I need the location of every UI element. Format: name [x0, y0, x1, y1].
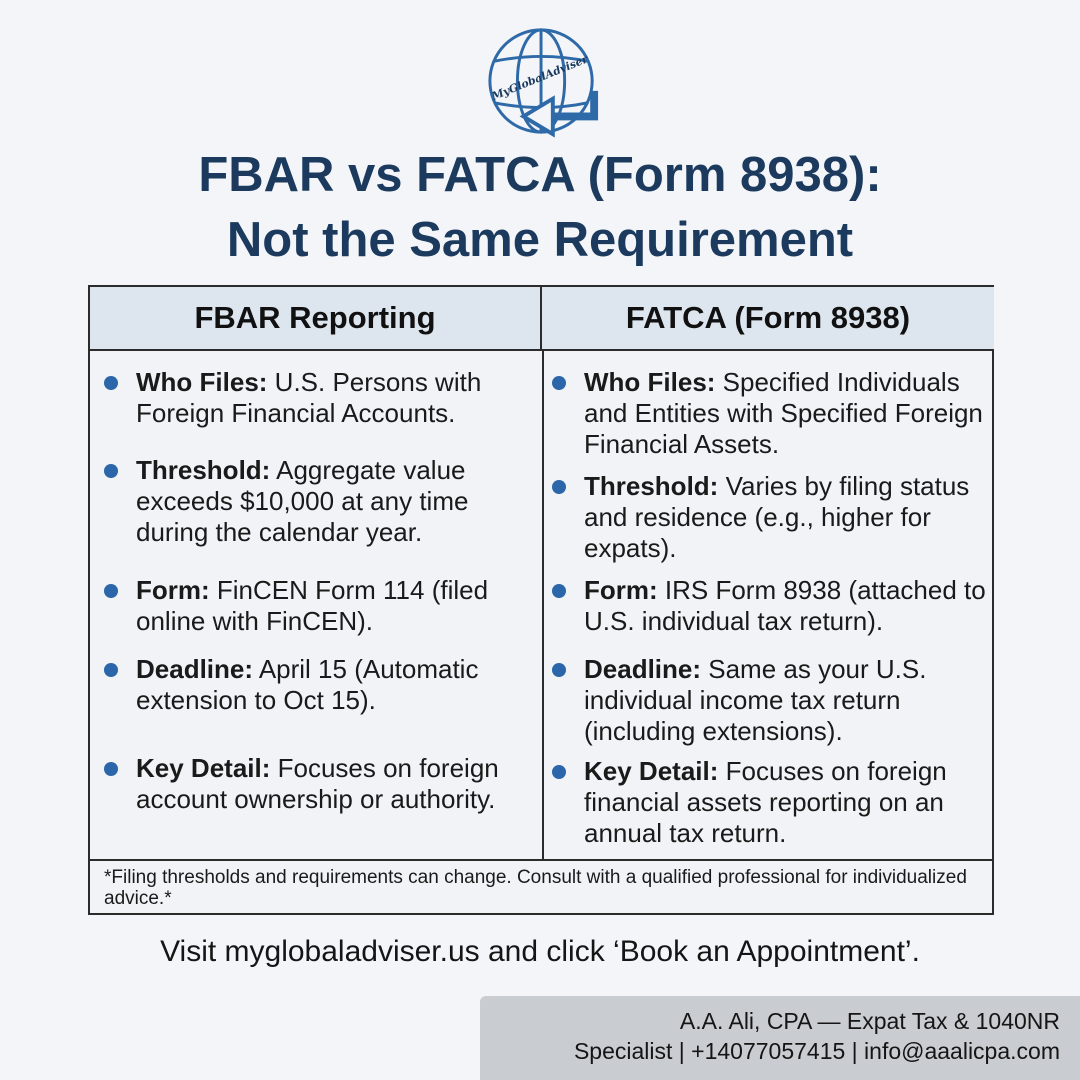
item-text: Aggregate value exceeds $10,000 at any time during the calendar year.: [136, 455, 469, 547]
fbar-column-header: FBAR Reporting: [90, 287, 542, 351]
fatca-column-header: FATCA (Form 8938): [542, 287, 994, 351]
bullet-icon: [104, 376, 118, 390]
item-text: Same as your U.S. individual income tax return (including extensions).: [584, 654, 927, 746]
item-label: Threshold:: [584, 471, 719, 501]
item-text: Specified Individuals and Entities with Specified Foreign Financial Assets.: [584, 367, 983, 459]
fatca-form-item: [552, 575, 992, 637]
contact-line-2: Specialist | +14077057415 | info@aaalicpa.com: [573, 1038, 1060, 1064]
item-label: Who Files:: [136, 367, 268, 397]
comparison-table: [88, 285, 994, 915]
column-divider: [542, 351, 544, 859]
item-text: April 15 (Automatic extension to Oct 15).: [136, 654, 479, 715]
fatca-who-files-item: [552, 367, 992, 460]
bullet-icon: [552, 376, 566, 390]
item-label: Key Detail:: [136, 753, 271, 783]
contact-line-1: A.A. Ali, CPA — Expat Tax & 1040NR: [679, 1008, 1060, 1034]
contact-banner: [480, 996, 1080, 1080]
fbar-threshold-item: [104, 455, 534, 548]
bullet-icon: [104, 464, 118, 478]
item-text: Varies by filing status and residence (e.g., higher for expats).: [584, 471, 970, 563]
item-text: Focuses on foreign financial assets reporting on an annual tax return.: [584, 756, 947, 848]
fbar-form-item: [104, 575, 534, 637]
logo-text: MyGlobalAdviser: [489, 52, 590, 103]
item-label: Who Files:: [584, 367, 716, 397]
item-text: IRS Form 8938 (attached to U.S. individual tax return).: [584, 575, 986, 636]
item-label: Threshold:: [136, 455, 271, 485]
globe-arrow-logo: [484, 22, 602, 140]
item-label: Deadline:: [584, 654, 702, 684]
bullet-icon: [104, 663, 118, 677]
item-label: Deadline:: [136, 654, 254, 684]
fbar-who-files-item: [104, 367, 534, 429]
page-title-line-2: Not the Same Requirement: [226, 213, 854, 267]
bullet-icon: [104, 762, 118, 776]
fbar-deadline-item: [104, 654, 534, 716]
page-title-line-1: FBAR vs FATCA (Form 8938):: [198, 148, 882, 202]
fatca-key-detail-item: [552, 756, 992, 849]
fbar-key-detail-item: [104, 753, 534, 815]
item-label: Form:: [136, 575, 210, 605]
fatca-threshold-item: [552, 471, 992, 564]
call-to-action: Visit myglobaladviser.us and click ‘Book an Appointment’.: [160, 935, 920, 968]
bullet-icon: [552, 480, 566, 494]
bullet-icon: [552, 765, 566, 779]
item-text: U.S. Persons with Foreign Financial Accounts.: [136, 367, 482, 428]
bullet-icon: [104, 584, 118, 598]
item-text: FinCEN Form 114 (filed online with FinCEN).: [136, 575, 489, 636]
bullet-icon: [552, 584, 566, 598]
bullet-icon: [552, 663, 566, 677]
disclaimer-footnote: *Filing thresholds and requirements can change. Consult with a qualified professional for individualized advice.*: [90, 859, 992, 913]
item-label: Key Detail:: [584, 756, 719, 786]
fatca-deadline-item: [552, 654, 992, 747]
item-label: Form:: [584, 575, 658, 605]
item-text: Focuses on foreign account ownership or authority.: [136, 753, 499, 814]
